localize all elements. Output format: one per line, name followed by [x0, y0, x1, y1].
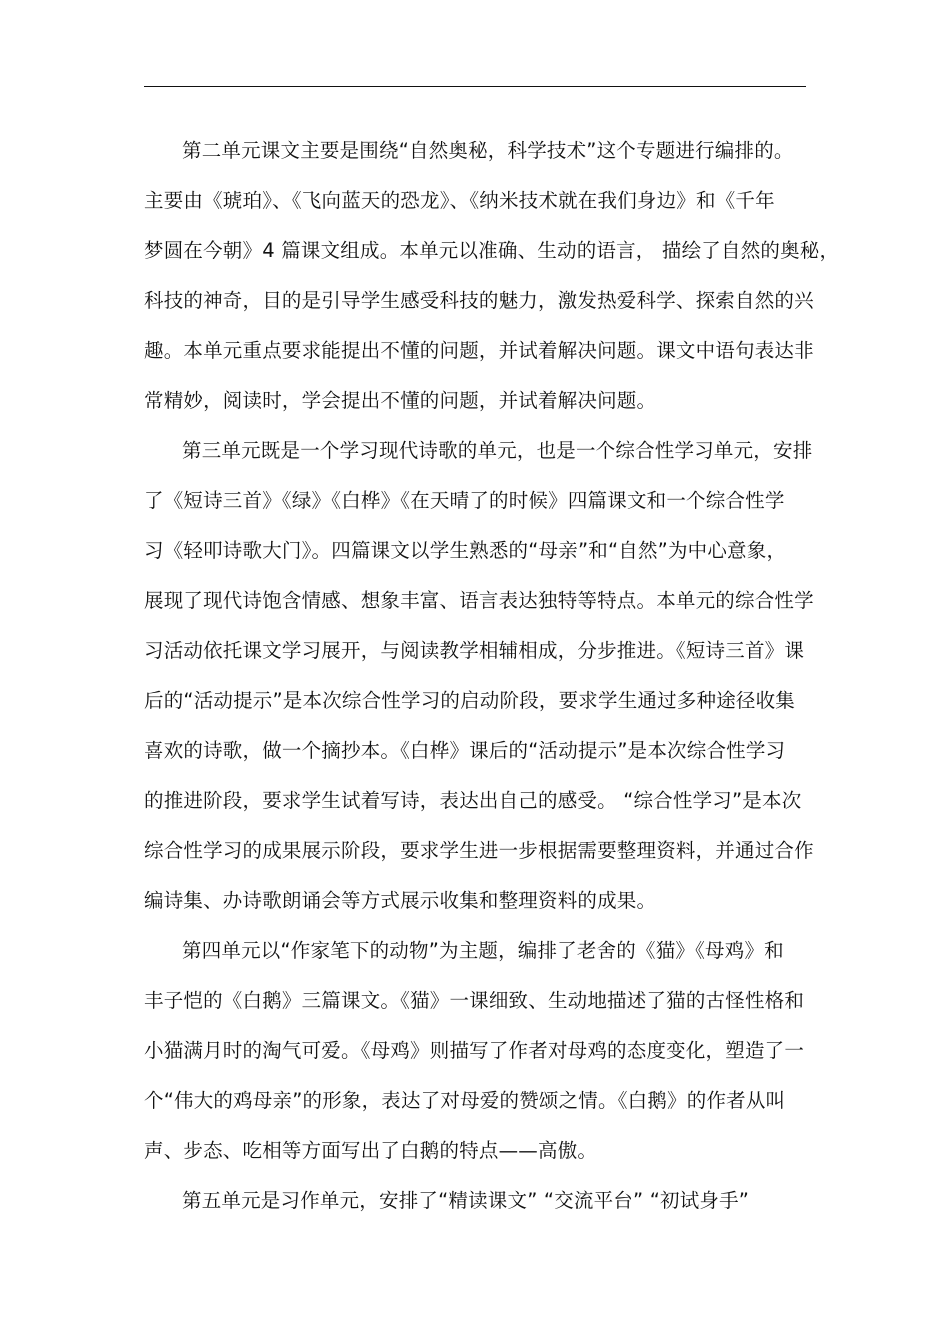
text-line: 第三单元既是一个学习现代诗歌的单元，也是一个综合性学习单元，安排	[182, 439, 813, 462]
text-line: 习《轻叩诗歌大门》。四篇课文以学生熟悉的“母亲”和“自然”为中心意象，	[144, 539, 787, 562]
text-line: 编诗集、办诗歌朗诵会等方式展示收集和整理资料的成果。	[144, 889, 657, 912]
text-line: 主要由《琥珀》、《飞向蓝天的恐龙》、《纳米技术就在我们身边》和《千年	[144, 189, 775, 212]
text-line: 小猫满月时的淘气可爱。《母鸡》则描写了作者对母鸡的态度变化，塑造了一	[144, 1039, 805, 1062]
text-line: 第二单元课文主要是围绕“自然奥秘，科学技术”这个专题进行编排的。	[182, 139, 794, 162]
paragraph-unit-3	[144, 426, 814, 926]
text-line: 趣。本单元重点要求能提出不懂的问题，并试着解决问题。课文中语句表达非	[144, 339, 814, 362]
paragraph-unit-2	[144, 126, 840, 426]
text-line: 科技的神奇，目的是引导学生感受科技的魅力，激发热爱科学、探索自然的兴	[144, 289, 814, 312]
paragraph-unit-5	[144, 1176, 806, 1226]
paragraph-unit-4	[144, 926, 806, 1176]
text-line: 第四单元以“作家笔下的动物”为主题，编排了老舍的《猫》《母鸡》和	[182, 939, 784, 962]
text-line: 习活动依托课文学习展开，与阅读教学相辅相成，分步推进。《短诗三首》课	[144, 639, 805, 662]
text-line: 的推进阶段，要求学生试着写诗，表达出自己的感受。 “综合性学习”是本次	[144, 789, 802, 812]
text-line: 后的“活动提示”是本次综合性学习的启动阶段，要求学生通过多种途径收集	[144, 689, 796, 712]
text-line: 了《短诗三首》《绿》《白桦》《在天晴了的时候》四篇课文和一个综合性学	[144, 489, 785, 512]
text-line: 喜欢的诗歌，做一个摘抄本。《白桦》课后的“活动提示”是本次综合性学习	[144, 739, 786, 762]
text-line: 综合性学习的成果展示阶段，要求学生进一步根据需要整理资料，并通过合作	[144, 839, 814, 862]
text-line: 展现了现代诗饱含情感、想象丰富、语言表达独特等特点。本单元的综合性学	[144, 589, 814, 612]
text-line: 第五单元是习作单元，安排了“精读课文” “交流平台” “初试身手”	[182, 1189, 750, 1212]
text-line: 梦圆在今朝》4 篇课文组成。本单元以准确、生动的语言， 描绘了自然的奥秘，	[144, 239, 840, 262]
text-line: 声、步态、吃相等方面写出了白鹅的特点——高傲。	[144, 1139, 598, 1162]
header-rule	[144, 86, 806, 87]
text-line: 个“伟大的鸡母亲”的形象，表达了对母爱的赞颂之情。《白鹅》的作者从叫	[144, 1089, 786, 1112]
document-body	[144, 126, 840, 1226]
text-line: 丰子恺的《白鹅》三篇课文。《猫》一课细致、生动地描述了猫的古怪性格和	[144, 989, 805, 1012]
text-line: 常精妙，阅读时，学会提出不懂的问题，并试着解决问题。	[144, 389, 657, 412]
